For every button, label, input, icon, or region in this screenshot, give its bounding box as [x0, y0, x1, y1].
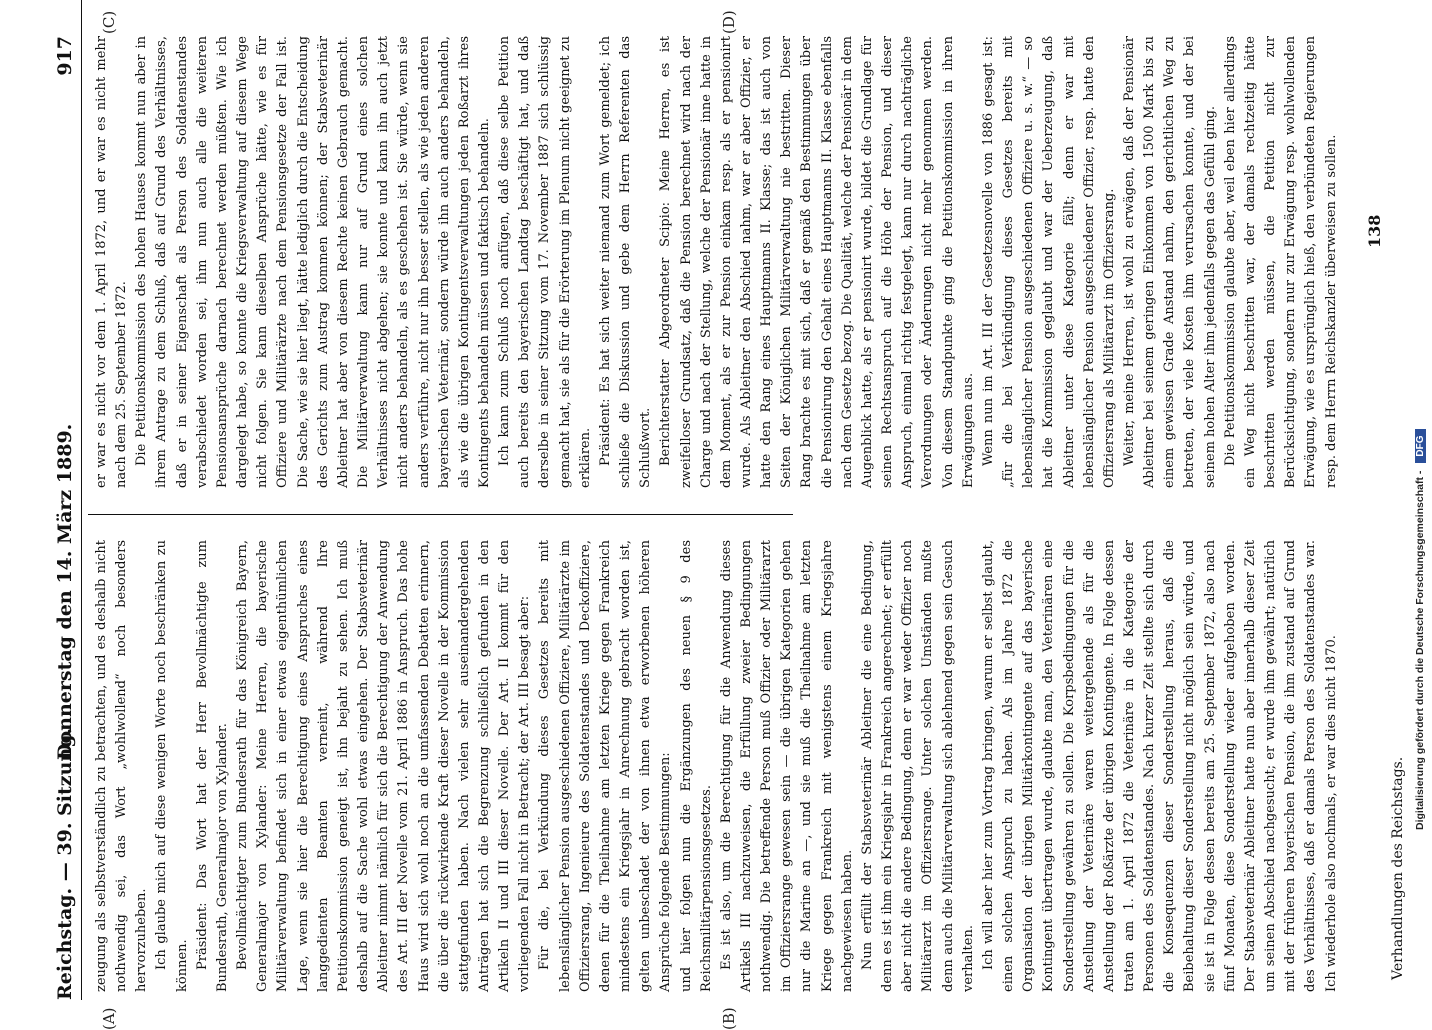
paragraph: Weiter, meine Herren, ist wohl zu erwägen, daß der Pensionär Ableitner bei seinem geringen Einkommen von 1500 Mark bis zu einem gewissen Grade Anstand nahm, den gerichtlichen Weg zu betreten, der viele Kosten ihm verursachen konnte, und der bei seinem hohen Alter ihm jedenfalls gegen das Gefühl ging.: [1121, 36, 1218, 488]
page-header: [48, 0, 82, 1000]
paragraph: Ich glaube mich auf diese wenigen Worte noch beschränken zu können.: [154, 540, 190, 992]
paragraph: Ich kann zum Schluß noch anfügen, daß diese selbe Petition auch bereits den bayerischen Landtag beschäftigt hat, und daß derselbe in seiner Sitzung vom 17. November 1887 sich schlüssig gemacht hat, sie als für die Erörterung im Plenum nicht geeignet zu erklären.: [497, 36, 593, 488]
dfg-sidebar: [1392, 0, 1432, 1000]
margin-letter-c: (C): [100, 10, 118, 34]
dfg-logo: DFG: [1415, 430, 1426, 463]
paragraph: Nun erfüllt der Stabsveterinär Ableitner die eine Bedingung, denn es ist ihm ein Kriegsjahr in Frankreich angerechnet; er erfüllt aber nicht die andere Bedingung, denn er war weder Offizier noch Militärarzt im Offiziersrange. Unter solchen Umständen mußte denn auch die Militärverwaltung sich ablehnend gegen sein Gesuch verhalten.: [859, 540, 976, 992]
page-number: 917: [54, 36, 76, 76]
left-column: [92, 540, 1342, 992]
speech-xylander: Bevollmächtigter zum Bundesrath für das Königreich Bayern, Generalmajor von Xylander: Meine Herren, die bayerische Militärverwaltung befindet sich in einer etwas eigenthümlichen Lage, wenn sie hier die Berechtigung eines Anspruches eines langgedienten Beamten verneint, während Ihre Petitionskommission geneigt ist, ihn bejaht zu sehen. Ich muß deshalb auf die Sache wohl etwas eingehen. Der Stabsveterinär Ableitner nimmt nämlich für sich die Berechtigung der Anwendung des Art. III der Novelle vom 21. April 1886 in Anspruch. Das hohe Haus wird sich wohl noch an die umfassenden Debatten erinnern, die über die rückwirkende Kraft dieser Novelle in der Kommission stattgefunden haben. Nach vielen sehr auseinandergehenden Anträgen hat sich die Begrenzung schließlich gefunden in den Artikeln II und III dieser Novelle. Der Art. II kommt für den vorliegenden Fall nicht in Betracht; der Art. III besagt aber:: [235, 540, 533, 992]
paragraph: Es ist also, um die Berechtigung für die Anwendung dieses Artikels III nachzuweisen, die Erfüllung zweier Bedingungen nothwendig. Die betreffende Person muß Offizier oder Militärarzt im Offiziersrange gewesen sein — die übrigen Kategorien gehen nur die Marine an —, und sie muß die Theilnahme am letzten Kriege gegen Frankreich mit wenigstens einem Kriegsjahre nachgewiesen haben.: [718, 540, 855, 992]
law-quote: Für die, bei Verkündung dieses Gesetzes bereits mit lebenslänglicher Pension ausgeschiedenen Offiziere, Militärärzte im Offiziersrang, Ingenieure des Soldatenstandes und Deckoffiziere, denen für die Theilnahme am letzten Kriege gegen Frankreich mindestens ein Kriegsjahr in Anrechnung gebracht worden ist, gelten unbeschadet der von ihnen etwa erworbenen höheren Ansprüche folgende Bestimmungen:: [537, 540, 674, 992]
right-column: [92, 36, 1342, 488]
column-divider: [88, 514, 793, 515]
paragraph: Die Petitionskommission des hohen Hauses kommt nun aber in ihrem Antrage zu dem Schluß, daß auf Grund des Verhältnisses, daß er in seiner Eigenschaft als Person des Soldatenstandes verabschiedet worden sei, ihm nun auch alle die weiteren Pensionsansprüche darnach berechnet werden müßten. Wie ich dargelegt habe, so konnte die Kriegsverwaltung auf diesem Wege nicht folgen. Sie kann dieselben Ansprüche hätte, wie es für Offiziere und Militärärzte nach dem Pensionsgesetze der Fall ist. Die Sache, wie sie hier liegt, hätte lediglich durch die Entscheidung des Gerichts zum Austrag kommen können; der Stabsveterinär Ableitner hat aber von diesem Rechte keinen Gebrauch gemacht. Die Militärverwaltung kann nur auf Grund eines solchen Verhältnisses nicht abgehen; sie konnte und kann ihn auch jetzt nicht anders behandeln, als es geschehen ist. Sie würde, wenn sie anders verführe, nicht nur ihn besser stellen, als wie jeden anderen bayerischen Veterinär, sondern würde ihn auch anders behandeln, als wie die übrigen Kontingentsverwaltungen jeden Roßarzt ihres Kontingents behandeln müssen und faktisch behandeln.: [134, 36, 492, 488]
margin-letter-a: (A): [100, 1007, 118, 1030]
paragraph: Ich will aber hier zum Vortrag bringen, warum er selbst glaubt, einen solchen Anspruch zu haben. Als im Jahre 1872 die Organisation der übrigen Militärkontingente auf das bayerische Kontingent übertragen wurde, glaubte man, den Veterinären eine Sonderstellung gewähren zu sollen. Die Korpsbedingungen für die Anstellung der Veterinäre waren weitergehende als für die Anstellung der Roßärzte der übrigen Kontingente. In Folge dessen traten am 1. April 1872 die Veterinäre in die Kategorie der Personen des Soldatenstandes. Nach kurzer Zeit stellte sich durch die Konsequenzen dieser Sonderstellung heraus, daß die Beibehaltung dieser Sonderstellung nicht möglich sein würde, und sie ist in Folge dessen bereits am 25. September 1872, also nach fünf Monaten, diese Sonderstellung wieder aufgehoben worden. Der Stabsveterinär Ableitner hatte nun aber innerhalb dieser Zeit um seinen Abschied nachgesucht; er wurde ihm gewährt; natürlich mit der früheren bayerischen Pension, die ihm zustand auf Grund des Verhältnisses, daß er damals Person des Soldatenstandes war. Ich wiederhole also nochmals, er war dies nicht 1870.: [980, 540, 1339, 992]
header-left: Reichstag. — 39. Sitzung.: [54, 727, 76, 1000]
president-remark: Präsident: Es hat sich weiter niemand zum Wort gemeldet; ich schließe die Diskussion und gebe dem Herrn Referenten das Schlußwort.: [597, 36, 654, 488]
paragraph: zeugung als selbstverständlich zu betrachten, und es deshalb nicht nothwendig sei, das Wort „wohlwollend“ noch besonders hervorzuheben.: [94, 540, 150, 992]
speech-scipio: Berichterstatter Abgeordneter Scipio: Meine Herren, es ist zweifelloser Grundsatz, daß die Pension berechnet wird nach der Charge und nach der Stellung, welche der Pensionär inne hatte in dem Moment, als er zur Pension einkam resp. als er pensionirt wurde. Als Ableitner den Abschied nahm, war er aber Offizier, er hatte den Rang eines Hauptmanns II. Klasse; das ist auch von Seiten der Königlichen Militärverwaltung nie bestritten. Dieser Rang brachte es mit sich, daß er gemäß den Bestimmungen über die Pensionirung den Gehalt eines Hauptmanns II. Klasse ebenfalls nach dem Gesetze bezog. Die Qualität, welche der Pensionär in dem Augenblick hatte, als er pensionirt wurde, bildet die Grundlage für seinen Rechtsanspruch auf die Höhe der Pension, und dieser Anspruch, einmal richtig festgelegt, kann nur durch nachträgliche Verordnungen oder Änderungen nicht mehr genommen werden. Von diesem Standpunkte ging die Petitionskommission in ihren Erwägungen aus.: [658, 36, 976, 488]
sheet-number: 138: [1365, 214, 1384, 248]
dfg-notice-text: Digitalisierung gefördert durch die Deutsche Forschungsgemeinschaft -: [1414, 470, 1426, 830]
margin-letter-b: (B): [720, 1007, 738, 1030]
paragraph: und hier folgen nun die Ergänzungen des neuen § 9 des Reichsmilitärpensionsgesetzes.: [678, 540, 714, 992]
paragraph: er war es nicht vor dem 1. April 1872, und er war es nicht mehr nach dem 25. September 1872.: [94, 36, 130, 488]
president-remark: Präsident: Das Wort hat der Herr Bevollmächtigte zum Bundesrath, Generalmajor von Xylander.: [194, 540, 230, 992]
paragraph: Wenn nun im Art. III der Gesetzesnovelle von 1886 gesagt ist: „für die bei Verkündigung dieses Gesetzes bereits mit lebenslänglicher Pension ausgeschiedenen Offiziere u. s. w.“ — so hat die Kommission geglaubt und war der Ueberzeugung, daß Ableitner unter diese Kategorie fällt; denn er war mit lebenslänglicher Pension ausgeschiedener Offizier, resp. hatte den Offiziersrang als Militärarzt im Offiziersrang.: [980, 36, 1117, 488]
left-column-footer: Verhandlungen des Reichstags.: [1390, 756, 1406, 980]
paragraph: Die Petitionskommission glaubte aber, weil eben hier allerdings ein Weg nicht beschritten war, der damals rechtzeitig hätte beschritten werden müssen, die Petition nicht zur Berücksichtigung, sondern nur zur Erwägung resp. wohlwollenden Erwägung, wie es ursprünglich hieß, den verbündeten Regierungen resp. dem Herrn Reichskanzler überweisen zu sollen.: [1222, 36, 1339, 488]
dfg-notice: [1414, 0, 1426, 1000]
header-date: Donnerstag den 14. März 1889.: [54, 423, 76, 760]
margin-letter-d: (D): [720, 10, 738, 34]
